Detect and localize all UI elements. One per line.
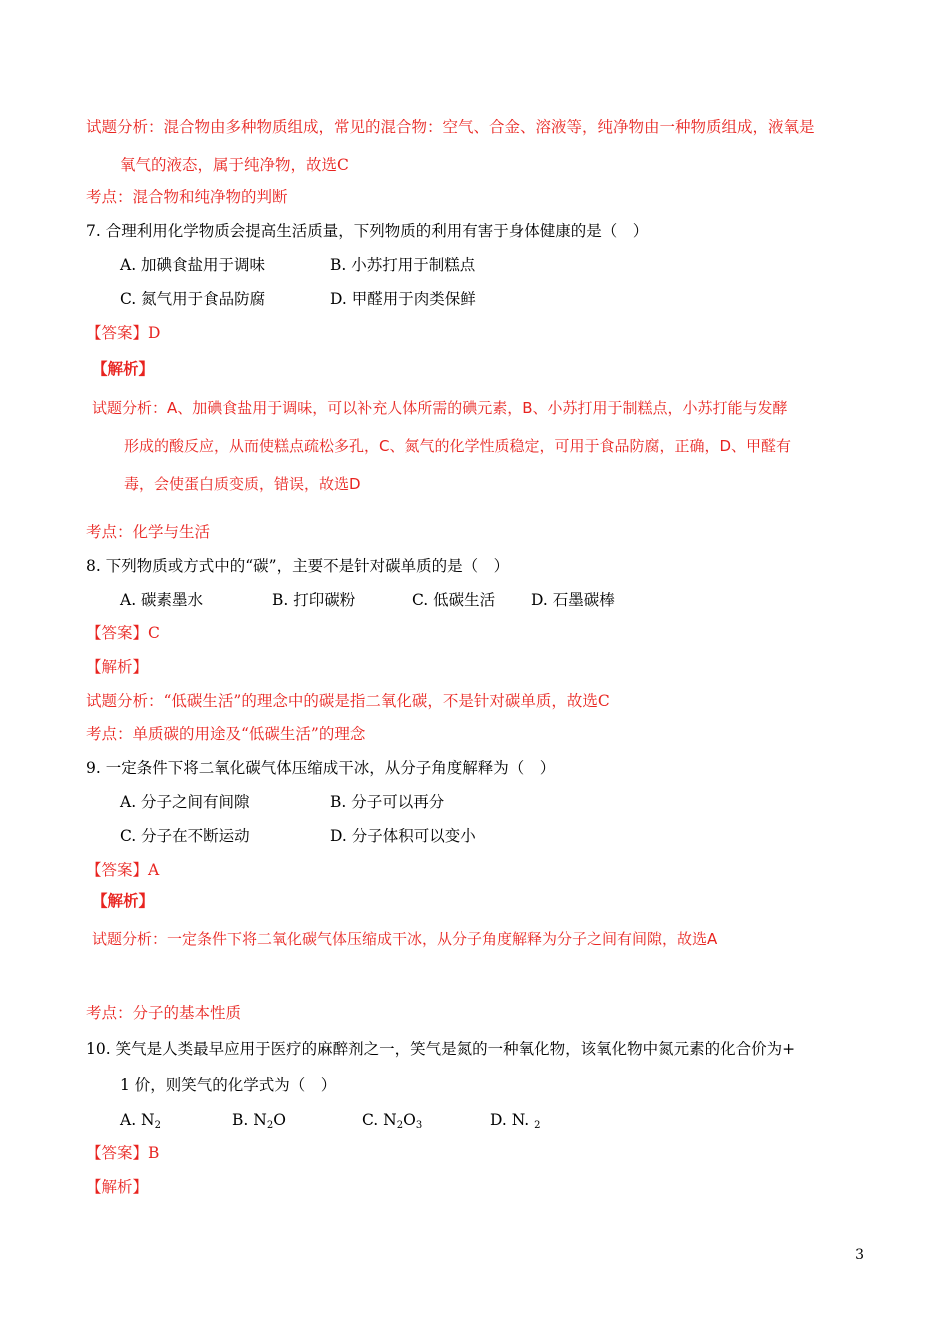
- q7-stem: 7. 合理利用化学物质会提高生活质量，下列物质的利用有害于身体健康的是（ ）: [86, 222, 649, 240]
- q9-jiexi-heading: 【解析】: [92, 891, 155, 910]
- q9-kaodian: 考点：分子的基本性质: [86, 1004, 242, 1022]
- q10-stem-line-2: 1 价，则笑气的化学式为（ ）: [120, 1076, 337, 1094]
- q6-analysis-line-2: 氧气的液态，属于纯净物，故选C: [120, 156, 349, 174]
- q7-analysis-line-2: 形成的酸反应，从而使糕点疏松多孔，C、氮气的化学性质稳定，可用于食品防腐，正确，D、甲醛有: [124, 437, 792, 455]
- q9-option-d: D. 分子体积可以变小: [330, 827, 476, 845]
- q10-option-c: C. $N_2O_3$: [362, 1111, 423, 1131]
- q9-option-a: A. 分子之间有间隙: [120, 793, 250, 811]
- q7-kaodian: 考点：化学与生活: [86, 523, 211, 541]
- q9-option-b: B. 分子可以再分: [330, 793, 445, 811]
- q8-jiexi-heading: 【解析】: [86, 658, 149, 676]
- q8-option-c: C. 低碳生活: [412, 591, 496, 609]
- q7-option-a: A. 加碘食盐用于调味: [120, 256, 266, 274]
- q10-answer: 【答案】B: [86, 1144, 160, 1162]
- q9-option-c: C. 分子在不断运动: [120, 827, 250, 845]
- q10-option-b: B. $N_2O$: [232, 1111, 286, 1131]
- q10-option-d: D. N. $_2$: [490, 1111, 541, 1131]
- q7-analysis-line-3: 毒，会使蛋白质变质，错误，故选D: [124, 475, 361, 493]
- q8-option-d: D. 石墨碳棒: [531, 591, 615, 609]
- q7-analysis-line-1: 试题分析：A、加碘食盐用于调味，可以补充人体所需的碘元素，B、小苏打用于制糕点，小苏打能与发酵: [92, 399, 788, 417]
- q8-option-a: A. 碳素墨水: [120, 591, 204, 609]
- q10-stem-line-1: 10. 笑气是人类最早应用于医疗的麻醉剂之一，笑气是氮的一种氧化物，该氧化物中氮元素的化合价为+: [86, 1040, 796, 1058]
- q8-analysis: 试题分析：“低碳生活”的理念中的碳是指二氧化碳，不是针对碳单质，故选C: [86, 692, 610, 710]
- q7-option-d: D. 甲醛用于肉类保鲜: [330, 290, 476, 308]
- q9-stem: 9. 一定条件下将二氧化碳气体压缩成干冰，从分子角度解释为（ ）: [86, 759, 556, 777]
- q7-answer: 【答案】D: [86, 324, 161, 342]
- q9-analysis: 试题分析：一定条件下将二氧化碳气体压缩成干冰，从分子角度解释为分子之间有间隙，故选A: [92, 930, 718, 948]
- q10-jiexi-heading: 【解析】: [86, 1178, 149, 1196]
- q7-option-b: B. 小苏打用于制糕点: [330, 256, 476, 274]
- q9-answer: 【答案】A: [86, 861, 160, 879]
- q8-kaodian: 考点：单质碳的用途及“低碳生活”的理念: [86, 725, 366, 743]
- q8-option-b: B. 打印碳粉: [272, 591, 356, 609]
- q10-option-a: A. $N_2$: [120, 1111, 161, 1131]
- q6-analysis-line-1: 试题分析：混合物由多种物质组成，常见的混合物：空气、合金、溶液等，纯净物由一种物质组成，液氧是: [86, 118, 815, 136]
- q7-option-c: C. 氮气用于食品防腐: [120, 290, 266, 308]
- q8-stem: 8. 下列物质或方式中的“碳”，主要不是针对碳单质的是（ ）: [86, 557, 510, 575]
- q8-answer: 【答案】C: [86, 624, 160, 642]
- q6-kaodian: 考点：混合物和纯净物的判断: [86, 188, 288, 206]
- q7-jiexi-heading: 【解析】: [92, 359, 155, 378]
- page-number: 3: [855, 1247, 864, 1263]
